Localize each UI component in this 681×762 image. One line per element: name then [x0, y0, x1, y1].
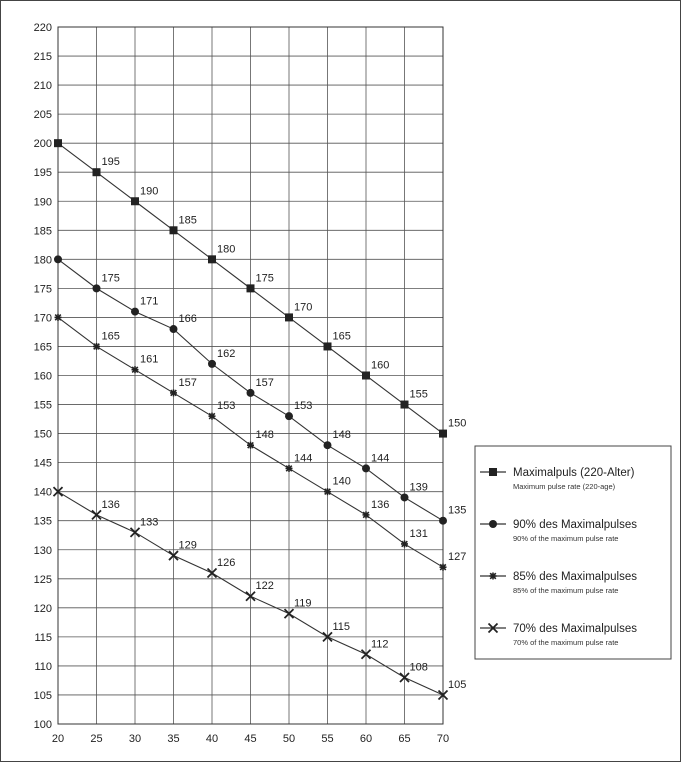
data-point-marker [439, 430, 447, 438]
data-point-marker [208, 360, 216, 368]
data-point-marker [439, 517, 447, 525]
data-label: 122 [255, 580, 274, 593]
data-label: 157 [255, 376, 274, 389]
x-tick-label: 65 [398, 733, 411, 745]
data-point-marker [170, 325, 178, 333]
legend-entry-label: 90% des Maximalpulses [513, 519, 638, 531]
legend-entry-label: 70% des Maximalpulses [513, 623, 638, 635]
data-point-marker [131, 308, 139, 316]
data-point-marker [54, 139, 62, 147]
data-point-marker [401, 493, 409, 501]
legend-marker [490, 573, 497, 580]
data-label: 180 [217, 243, 236, 256]
data-point-marker [247, 284, 255, 292]
data-label: 133 [140, 516, 159, 529]
data-label: 144 [294, 452, 313, 465]
y-tick-label: 115 [34, 631, 52, 644]
y-tick-label: 215 [33, 51, 52, 64]
data-point-marker [324, 441, 332, 449]
y-tick-label: 170 [33, 312, 52, 325]
data-label: 129 [178, 539, 197, 552]
data-point-marker [54, 255, 62, 263]
legend-entry-subtitle: 90% of the maximum pulse rate [513, 534, 619, 543]
y-tick-label: 100 [33, 719, 52, 731]
data-label: 165 [332, 330, 351, 343]
data-label: 140 [332, 475, 351, 488]
data-point-marker [209, 413, 216, 420]
data-point-marker [247, 389, 255, 397]
data-point-marker [55, 314, 62, 321]
y-tick-label: 130 [33, 544, 52, 557]
data-label: 108 [409, 661, 428, 674]
y-tick-label: 145 [33, 457, 52, 470]
data-point-marker [362, 464, 370, 472]
data-label: 171 [140, 295, 159, 308]
data-label: 165 [101, 330, 120, 343]
data-label: 126 [217, 556, 236, 569]
x-tick-label: 55 [321, 733, 334, 745]
data-label: 148 [332, 429, 351, 442]
data-label: 190 [140, 185, 159, 198]
y-tick-label: 175 [33, 283, 52, 296]
data-label: 153 [217, 400, 236, 413]
data-point-marker [440, 564, 447, 571]
data-point-marker [170, 389, 177, 396]
y-tick-label: 165 [33, 341, 52, 354]
data-label: 135 [448, 504, 467, 517]
y-tick-label: 200 [33, 138, 52, 151]
data-label: 157 [178, 376, 197, 389]
y-tick-label: 125 [33, 573, 52, 586]
data-label: 148 [255, 429, 274, 442]
y-tick-label: 110 [34, 660, 52, 673]
y-tick-label: 185 [33, 225, 52, 238]
y-tick-label: 190 [33, 196, 52, 209]
data-point-marker [93, 284, 101, 292]
y-tick-label: 220 [33, 22, 52, 34]
data-label: 160 [371, 359, 390, 372]
x-tick-label: 40 [205, 733, 219, 745]
data-label: 105 [448, 678, 467, 691]
data-label: 136 [371, 498, 390, 511]
y-tick-label: 140 [33, 486, 52, 499]
data-point-marker [401, 540, 408, 547]
data-label: 170 [294, 301, 313, 314]
y-tick-label: 120 [33, 602, 52, 615]
data-point-marker [131, 197, 139, 205]
y-tick-label: 195 [33, 167, 52, 180]
x-tick-label: 70 [436, 733, 450, 745]
data-point-marker [362, 372, 370, 380]
data-label: 136 [101, 498, 120, 511]
legend-marker [489, 468, 497, 476]
y-tick-label: 105 [33, 689, 52, 702]
data-point-marker [170, 226, 178, 234]
y-tick-label: 150 [33, 428, 52, 441]
data-point-marker [93, 168, 101, 176]
data-point-marker [363, 511, 370, 518]
y-tick-label: 160 [33, 370, 52, 383]
x-tick-label: 30 [128, 733, 142, 745]
data-point-marker [247, 442, 254, 449]
legend-entry-label: 85% des Maximalpulses [513, 571, 638, 583]
legend-marker [489, 520, 497, 528]
data-label: 144 [371, 452, 390, 465]
data-point-marker [286, 465, 293, 472]
data-point-marker [93, 343, 100, 350]
data-label: 195 [101, 156, 120, 169]
data-label: 119 [294, 597, 312, 610]
data-point-marker [208, 255, 216, 263]
x-tick-label: 50 [282, 733, 296, 745]
y-tick-label: 210 [33, 80, 52, 93]
data-label: 112 [371, 638, 389, 651]
x-tick-label: 60 [359, 733, 373, 745]
data-label: 161 [140, 353, 159, 366]
data-label: 166 [178, 313, 197, 326]
x-tick-label: 20 [51, 733, 65, 745]
x-tick-label: 25 [90, 733, 103, 745]
y-tick-label: 180 [33, 254, 52, 267]
data-label: 155 [409, 388, 428, 401]
data-label: 139 [409, 481, 428, 494]
legend-entry-label: Maximalpuls (220-Alter) [513, 467, 635, 479]
y-tick-label: 205 [33, 109, 52, 122]
y-tick-label: 155 [33, 399, 52, 412]
data-point-marker [132, 366, 139, 373]
data-label: 185 [178, 214, 197, 227]
data-label: 115 [332, 620, 351, 633]
legend-entry-subtitle: 70% of the maximum pulse rate [513, 638, 619, 647]
data-point-marker [401, 401, 409, 409]
x-tick-label: 35 [167, 733, 180, 745]
data-point-marker [285, 313, 293, 321]
data-label: 127 [448, 551, 467, 564]
data-label: 175 [101, 272, 120, 285]
data-label: 153 [294, 400, 313, 413]
data-label: 131 [409, 527, 428, 540]
data-label: 162 [217, 347, 236, 360]
x-tick-label: 45 [244, 733, 257, 745]
data-label: 150 [448, 417, 467, 430]
y-tick-label: 135 [33, 515, 52, 528]
legend-entry-subtitle: Maximum pulse rate (220-age) [513, 482, 616, 491]
data-label: 175 [255, 272, 274, 285]
data-point-marker [285, 412, 293, 420]
legend-entry-subtitle: 85% of the maximum pulse rate [513, 586, 619, 595]
data-point-marker [324, 342, 332, 350]
data-point-marker [324, 488, 331, 495]
